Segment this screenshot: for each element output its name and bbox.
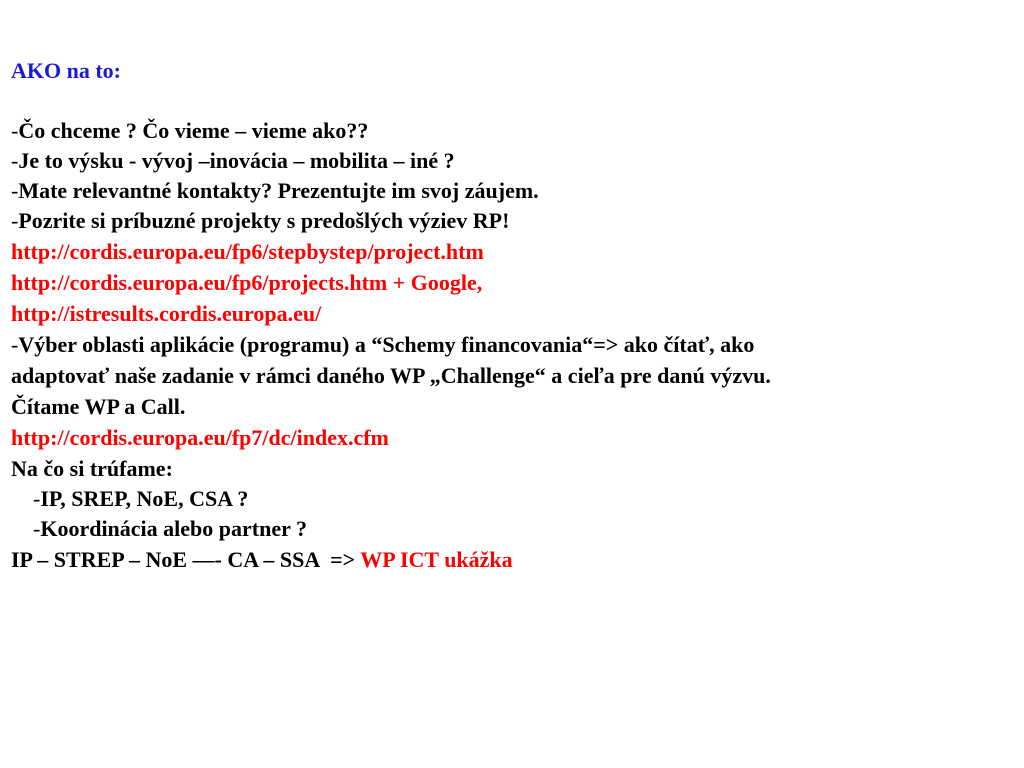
bullet-dash: - — [11, 118, 19, 143]
bullet-research-type — [11, 146, 455, 176]
bullet-text: Pozrite si príbuzné projekty s predošlých výziev RP! — [18, 208, 510, 233]
bullet-text: Mate relevantné kontakty? Prezentujte im svoj záujem. — [18, 178, 539, 203]
question-heading: Na čo si trúfame: — [11, 456, 173, 481]
bullet-dash: - — [11, 332, 19, 357]
link-row — [11, 268, 482, 298]
wp-ict-example-link[interactable]: WP ICT ukážka — [360, 547, 513, 572]
sub-bullet-instruments — [33, 484, 248, 514]
bullet-selection-line-3: Čítame WP a Call. — [11, 394, 186, 419]
instrument-line — [11, 545, 513, 575]
bullet-dash: - — [33, 516, 41, 541]
bullet-what-we-want — [11, 116, 368, 146]
bullet-selection-line-1 — [11, 330, 754, 360]
bullet-related-projects — [11, 206, 509, 236]
bullet-dash: - — [33, 486, 41, 511]
bullet-dash: - — [11, 148, 19, 173]
bullet-dash: - — [11, 208, 19, 233]
bullet-text: Koordinácia alebo partner ? — [40, 516, 307, 541]
link-fp6-stepbystep[interactable]: http://cordis.europa.eu/fp6/stepbystep/project.htm — [11, 239, 484, 264]
bullet-contacts — [11, 176, 539, 206]
sub-bullet-role — [33, 514, 307, 544]
bullet-text: Výber oblasti aplikácie (programu) a “Schemy financovania“=> ako čítať, ako — [18, 332, 755, 357]
bullet-dash: - — [11, 178, 19, 203]
link-row — [11, 237, 484, 267]
instrument-list: IP – STREP – NoE —- CA – SSA => — [11, 547, 361, 572]
link-istresults[interactable]: http://istresults.cordis.europa.eu/ — [11, 301, 322, 326]
bullet-text: IP, SREP, NoE, CSA ? — [40, 486, 249, 511]
slide-title: AKO na to: — [11, 58, 121, 83]
link-fp6-projects[interactable]: http://cordis.europa.eu/fp6/projects.htm + Google, — [11, 270, 483, 295]
link-row — [11, 423, 389, 453]
link-fp7-dc[interactable]: http://cordis.europa.eu/fp7/dc/index.cfm — [11, 425, 389, 450]
link-row — [11, 299, 321, 329]
bullet-text: Je to výsku - vývoj –inovácia – mobilita – iné ? — [18, 148, 455, 173]
bullet-selection-line-2: adaptovať naše zadanie v rámci daného WP „Challenge“ a cieľa pre danú výzvu. — [11, 363, 771, 388]
bullet-text: Čo chceme ? Čo vieme – vieme ako?? — [18, 118, 369, 143]
